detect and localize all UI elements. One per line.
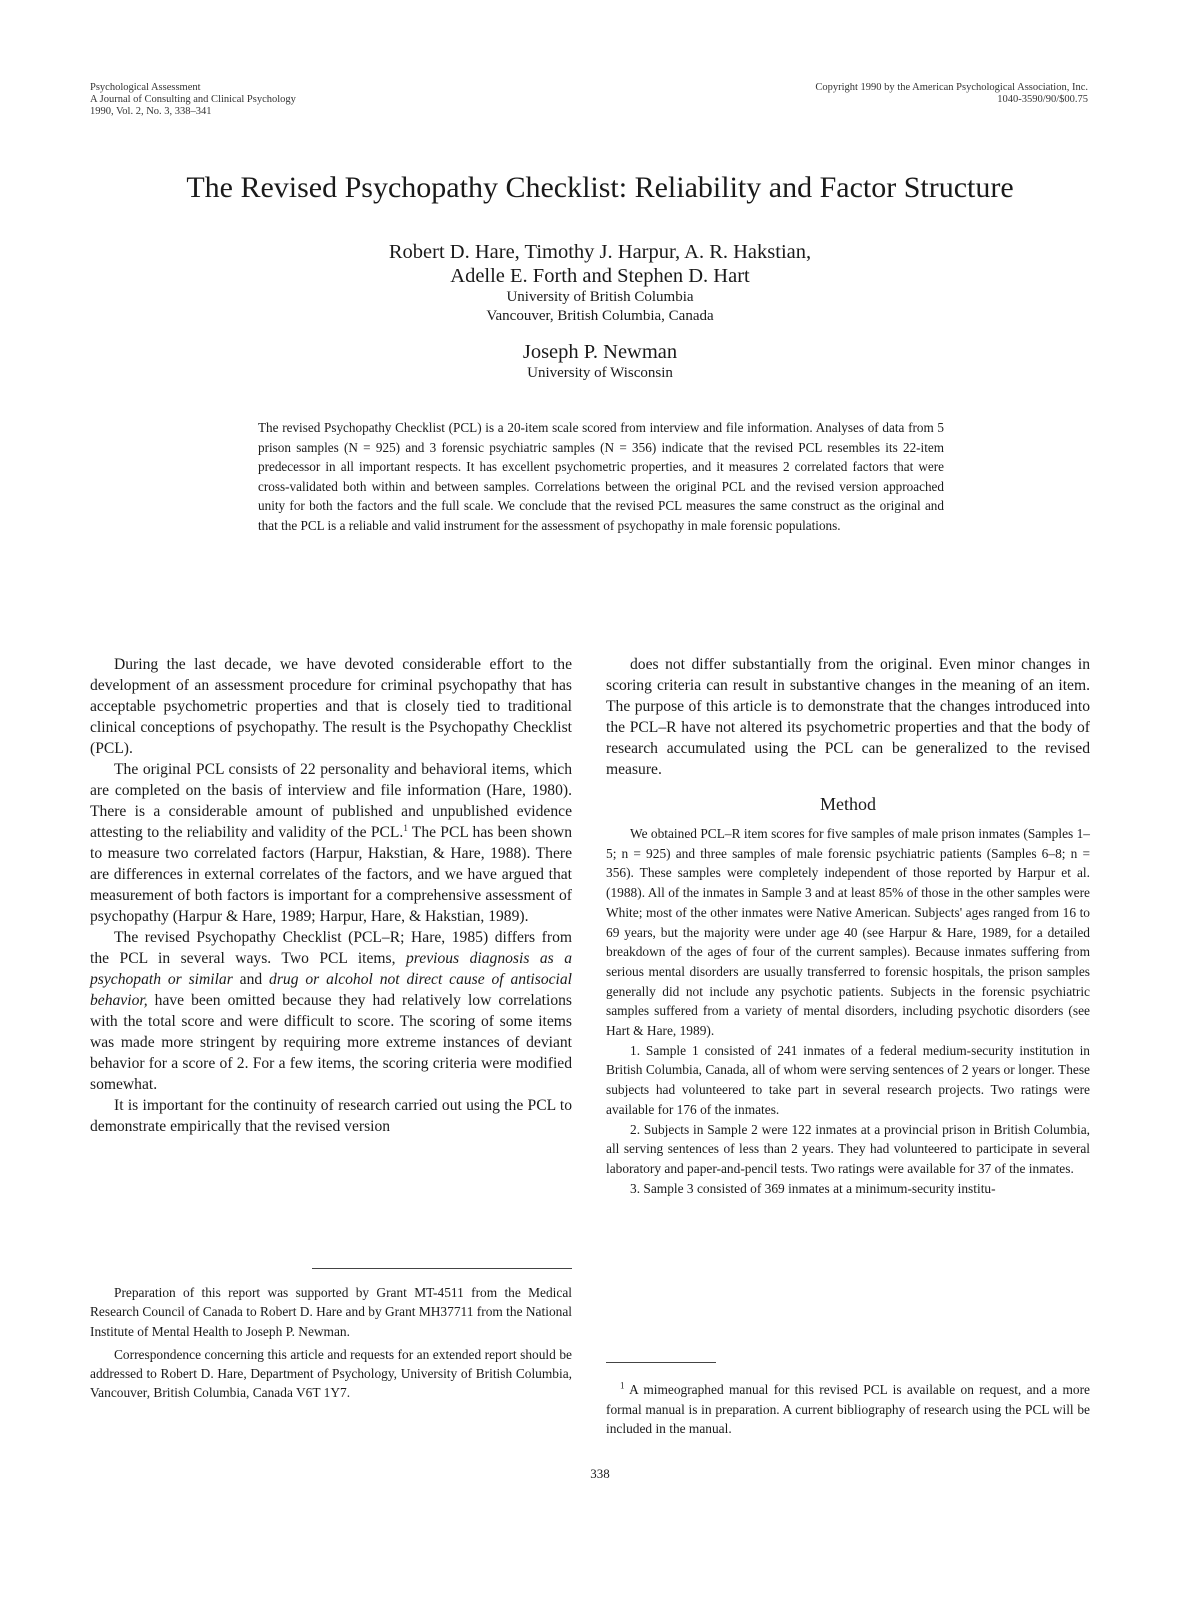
paragraph: 1. Sample 1 consisted of 241 inmates of a federal medium-security institution in British Columbia, Canada, all of whom were serving sentences of 2 years or longer. These subjects had volunteered to take part in several research projects. Two ratings were available for 176 of the inmates.: [606, 1042, 1090, 1117]
affiliation-1: University of British Columbia: [506, 289, 694, 305]
copyright-header: [815, 82, 1088, 106]
footnote-ref: 1: [403, 822, 408, 833]
author-line-3: Joseph P. Newman: [522, 341, 678, 363]
author-note: [90, 1283, 572, 1407]
journal-volume: 1990, Vol. 2, No. 3, 338–341: [90, 106, 212, 117]
paragraph: The revised Psychopathy Checklist (PCL–R; Hare, 1985) differs from the PCL in several ways. Two PCL items, previous diagnosis as a psychopath or similar and drug or alcohol not direct cause of antisocial behavior, have been omitted because they had relatively low correlations with the total score and were difficult to score. The scoring of some items was made more stringent by requiring more extreme instances of deviant behavior for a score of 2. For a few items, the scoring criteria were modified somewhat.: [90, 929, 573, 1093]
author-line-1: Robert D. Hare, Timothy J. Harpur, A. R. Hakstian,: [388, 241, 812, 263]
journal-name: Psychological Assessment: [90, 82, 201, 93]
paragraph: We obtained PCL–R item scores for five samples of male prison inmates (Samples 1–5; n = 925) and three samples of male forensic psychiatric patients (Samples 6–8; n = 356). These samples were completely independent of those reported by Harpur et al. (1988). All of the inmates in Sample 3 and at least 85% of those in the other samples were White; most of the other inmates were Native American. Subjects' ages ranged from 16 to 69 years, but the majority were under age 40 (see Harpur & Hare, 1989, for a detailed breakdown of the ages of four of the current samples). Because inmates suffering from serious mental disorders are usually transferred to forensic hospitals, the prison samples generally did not include any psychotic patients. Subjects in the forensic psychiatric samples suffered from a variety of mental disorders, including psychotic disorders (see Hart & Hare, 1989).: [606, 826, 1090, 1039]
issn-line: 1040-3590/90/$00.75: [997, 94, 1088, 105]
affiliation-2: Vancouver, British Columbia, Canada: [486, 308, 714, 324]
footnote: Correspondence concerning this article and requests for an extended report should be addressed to Robert D. Hare, Department of Psychology, University of British Columbia, Vancouver, British Columbia, Canada V6T 1Y7.: [90, 1346, 572, 1401]
footnote: Preparation of this report was supported by Grant MT-4511 from the Medical Research Council of Canada to Robert D. Hare and by Grant MH37711 from the National Institute of Mental Health to Joseph P. Newman.: [90, 1285, 572, 1339]
author-block: [0, 240, 1200, 383]
author-line-2: Adelle E. Forth and Stephen D. Hart: [450, 265, 750, 287]
abstract: The revised Psychopathy Checklist (PCL) is a 20-item scale scored from interview and file information. Analyses of data from 5 prison samples (N = 925) and 3 forensic psychiatric samples (N = 356) indicate that the revised PCL resembles its 22-item predecessor in all important respects. It has excellent psychometric properties, and it measures 2 correlated factors that were cross-validated both within and between samples. Correlations between the original PCL and the revised version approached unity for both the factors and the full scale. We conclude that the revised PCL measures the same construct as the original and that the PCL is a reliable and valid instrument for the assessment of psychopathy in male forensic populations.: [258, 420, 944, 533]
paragraph: 3. Sample 3 consisted of 369 inmates at a minimum-security institu-: [630, 1180, 996, 1196]
footnote-divider: [606, 1362, 716, 1363]
affiliation-3: University of Wisconsin: [527, 365, 673, 381]
paragraph: During the last decade, we have devoted considerable effort to the development of an assessment procedure for criminal psychopathy that has acceptable psychometric properties and that is closely tied to traditional clinical conceptions of psychopathy. The result is the Psychopathy Checklist (PCL).: [90, 656, 572, 757]
paragraph: It is important for the continuity of research carried out using the PCL to demonstrate empirically that the revised version: [90, 1097, 572, 1135]
body-column-left: [90, 654, 572, 1137]
paragraph: does not differ substantially from the original. Even minor changes in scoring criteria can result in substantive changes in the meaning of an item. The purpose of this article is to demonstrate that the changes introduced into the PCL–R have not altered its psychometric properties and that the body of research accumulated using the PCL can be generalized to the revised measure.: [606, 656, 1090, 778]
body-column-right: [606, 654, 1090, 1198]
copyright-line: Copyright 1990 by the American Psychological Association, Inc.: [815, 82, 1088, 93]
section-heading-method: Method: [820, 794, 876, 814]
method-section: [606, 824, 1090, 1198]
paper-title: The Revised Psychopathy Checklist: Reliability and Factor Structure: [186, 171, 1014, 204]
journal-header: [90, 82, 296, 118]
paragraph: The original PCL consists of 22 personality and behavioral items, which are completed on the basis of interview and file information (Hare, 1980). There is a considerable amount of published and unpublished evidence attesting to the reliability and validity of the PCL.$^1$ The PCL has been shown to measure two correlated factors (Harpur, Hakstian, & Hare, 1988). There are differences in external correlates of the factors, and we have argued that measurement of both factors is important for a comprehensive assessment of psychopathy (Harpur & Hare, 1989; Harpur, Hare, & Hakstian, 1989).: [90, 761, 572, 925]
paragraph: 2. Subjects in Sample 2 were 122 inmates at a provincial prison in British Columbia, all serving sentences of less than 2 years. They had volunteered to participate in several laboratory and paper-and-pencil tests. Two ratings were available for 37 of the inmates.: [606, 1121, 1090, 1176]
footnote-divider: [312, 1268, 572, 1269]
journal-subtitle: A Journal of Consulting and Clinical Psychology: [90, 94, 296, 105]
page-number: 338: [590, 1466, 610, 1481]
footnote-1: $^1$ A mimeographed manual for this revised PCL is available on request, and a more formal manual is in preparation. A current bibliography of research using the PCL will be included in the manual.: [606, 1380, 1090, 1436]
footnote-marker: 1: [620, 1380, 625, 1391]
